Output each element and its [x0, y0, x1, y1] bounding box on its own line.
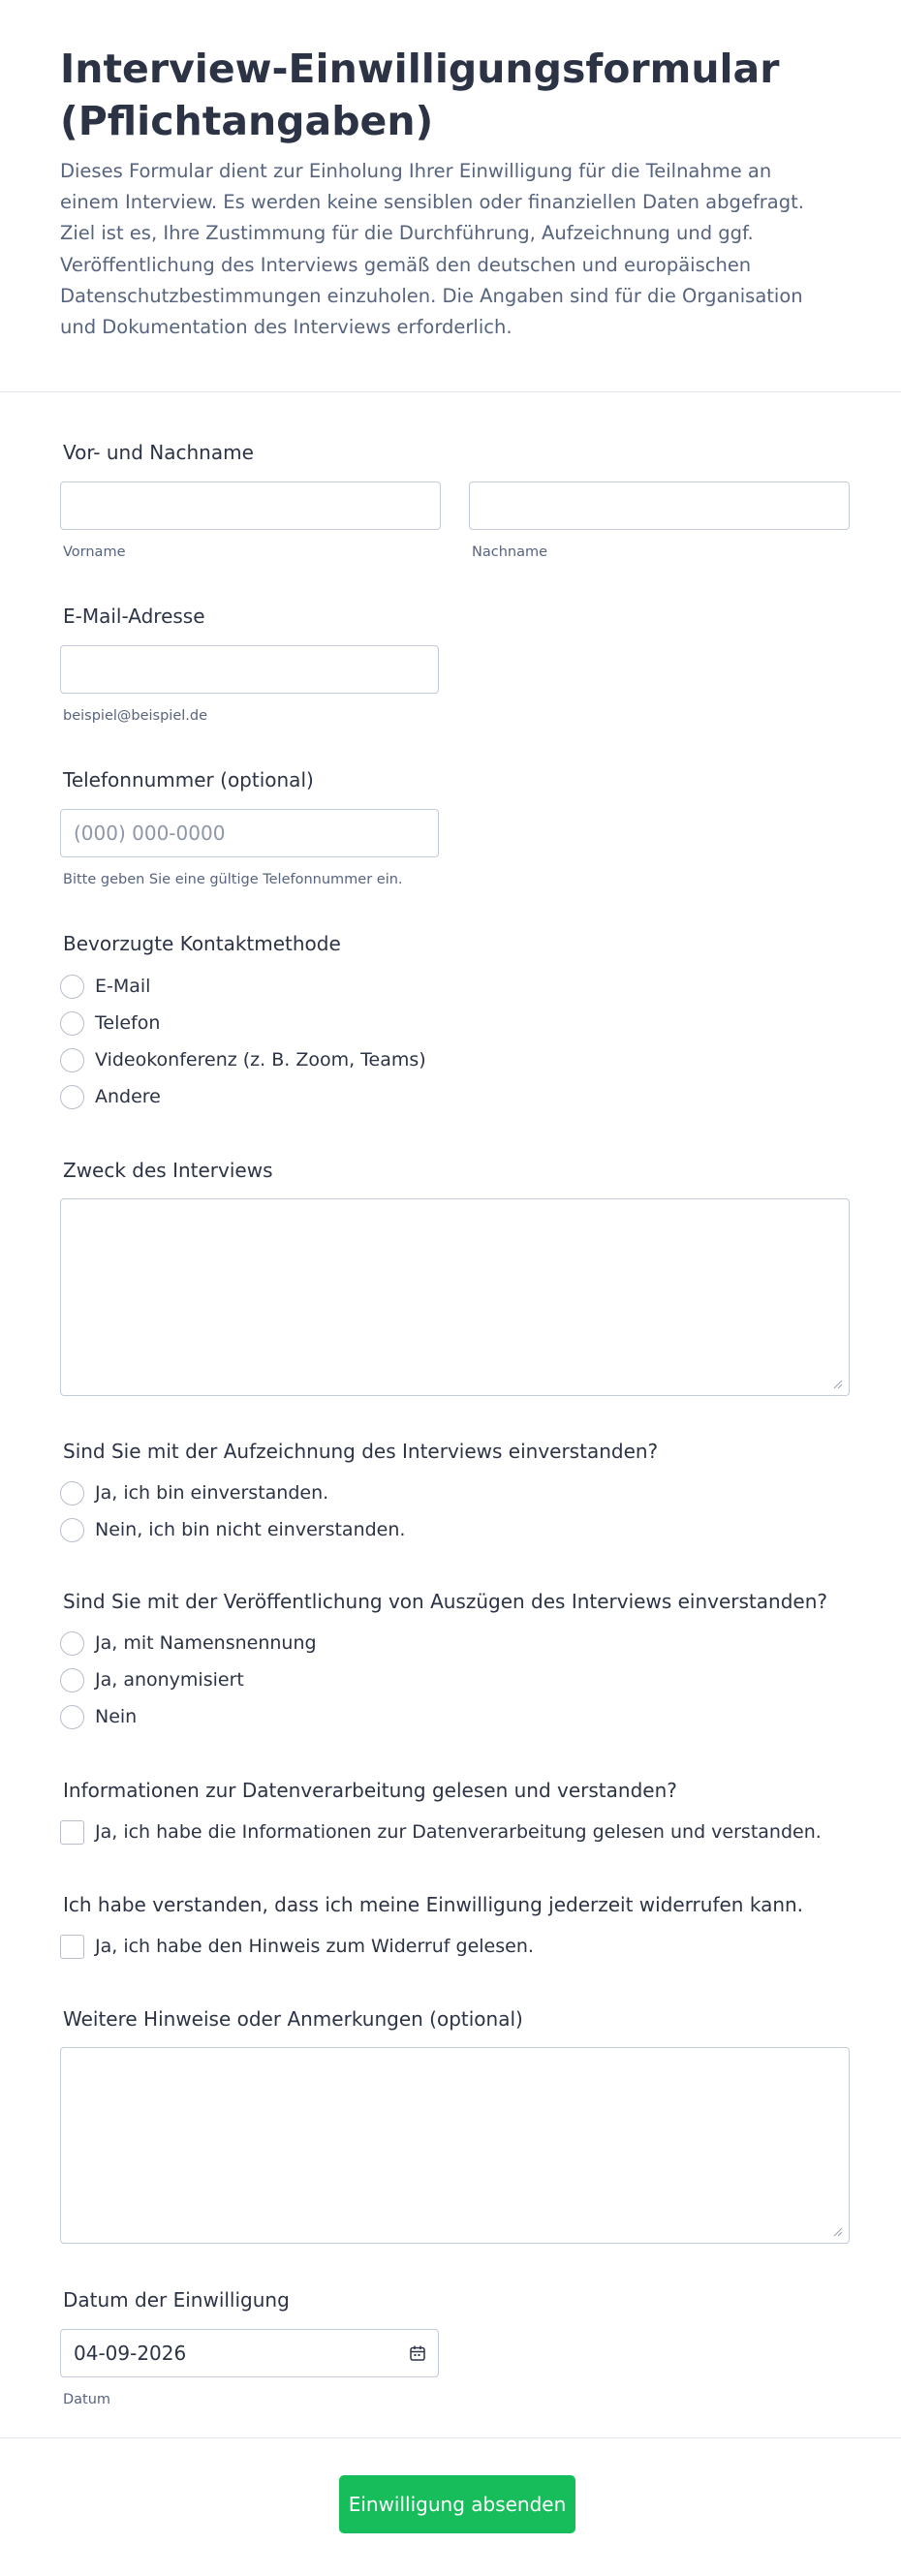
resize-grip-icon[interactable]: [833, 1380, 843, 1389]
form-description: Dieses Formular dient zur Einholung Ihrer Einwilligung für die Teilnahme an einem Interview. Es werden keine sensiblen oder finanziellen Daten abgefragt. Ziel ist es, Ihre Zustimmung für die Durchführung, Aufzeichnung und ggf. Veröffentlichung des Interviews gemäß den deutschen und europäischen Datenschutzbestimmungen einzuholen. Die Angaben sind für die Organisation und Dokumentation des Interviews erforderlich.: [60, 160, 804, 339]
form-title: Interview-Einwilligungsformular (Pflichtangaben): [60, 46, 780, 144]
recording-consent-label: Sind Sie mit der Aufzeichnung des Interviews einverstanden?: [63, 1440, 659, 1463]
radio-button[interactable]: [60, 1085, 84, 1109]
radio-button[interactable]: [60, 1518, 84, 1542]
radio-button[interactable]: [60, 1011, 84, 1036]
publication-option-anonymized[interactable]: [60, 1664, 244, 1695]
recording-option-no[interactable]: [60, 1514, 405, 1545]
phone-sublabel: Bitte geben Sie eine gültige Telefonnummer ein.: [63, 872, 403, 887]
data-processing-label: Informationen zur Datenverarbeitung gelesen und verstanden?: [63, 1779, 677, 1802]
phone-label: Telefonnummer (optional): [63, 768, 314, 791]
name-label: Vor- und Nachname: [63, 441, 254, 464]
contact-option-phone[interactable]: [60, 1008, 160, 1039]
email-input[interactable]: [60, 645, 439, 694]
radio-button[interactable]: [60, 1048, 84, 1072]
checkbox[interactable]: [60, 1935, 84, 1959]
publication-option-label: Ja, anonymisiert: [95, 1669, 244, 1691]
radio-button[interactable]: [60, 1668, 84, 1692]
phone-input[interactable]: [60, 809, 439, 857]
purpose-textarea[interactable]: [60, 1198, 850, 1396]
checkbox[interactable]: [60, 1820, 84, 1845]
first-name-sublabel: Vorname: [63, 544, 126, 560]
publication-consent-label: Sind Sie mit der Veröffentlichung von Auszügen des Interviews einverstanden?: [63, 1590, 827, 1613]
contact-option-other[interactable]: [60, 1081, 161, 1112]
publication-option-named[interactable]: [60, 1628, 317, 1659]
consent-date-label: Datum der Einwilligung: [63, 2288, 290, 2312]
consent-date-field[interactable]: [60, 2329, 439, 2377]
radio-button[interactable]: [60, 1481, 84, 1505]
data-processing-checkbox-label: Ja, ich habe die Informationen zur Datenverarbeitung gelesen und verstanden.: [95, 1821, 822, 1843]
recording-option-label: Ja, ich bin einverstanden.: [95, 1482, 329, 1504]
contact-option-label: E-Mail: [95, 976, 151, 997]
radio-button[interactable]: [60, 1631, 84, 1656]
revocation-checkbox-label: Ja, ich habe den Hinweis zum Widerruf gelesen.: [95, 1936, 534, 1957]
contact-option-label: Telefon: [95, 1012, 161, 1034]
purpose-label: Zweck des Interviews: [63, 1159, 273, 1182]
contact-option-video[interactable]: [60, 1044, 426, 1075]
contact-option-email[interactable]: [60, 971, 150, 1002]
publication-option-label: Nein: [95, 1706, 138, 1727]
revocation-label: Ich habe verstanden, dass ich meine Einwilligung jederzeit widerrufen kann.: [63, 1893, 804, 1916]
contact-method-label: Bevorzugte Kontaktmethode: [63, 932, 341, 955]
recording-option-yes[interactable]: [60, 1477, 328, 1508]
publication-option-label: Ja, mit Namensnennung: [95, 1632, 317, 1654]
email-label: E-Mail-Adresse: [63, 605, 205, 628]
resize-grip-icon[interactable]: [833, 2227, 843, 2237]
first-name-input[interactable]: [60, 481, 441, 530]
contact-option-label: Andere: [95, 1086, 161, 1107]
consent-date-sublabel: Datum: [63, 2392, 111, 2407]
calendar-icon[interactable]: [409, 2344, 426, 2362]
header-divider: [0, 391, 901, 392]
radio-button[interactable]: [60, 975, 84, 999]
radio-button[interactable]: [60, 1705, 84, 1729]
consent-date-value: 04-09-2026: [74, 2342, 187, 2365]
notes-textarea[interactable]: [60, 2047, 850, 2244]
recording-option-label: Nein, ich bin nicht einverstanden.: [95, 1519, 406, 1540]
data-processing-option[interactable]: [60, 1816, 822, 1847]
submit-button[interactable]: Einwilligung absenden: [339, 2475, 575, 2533]
publication-option-no[interactable]: [60, 1701, 137, 1732]
contact-option-label: Videokonferenz (z. B. Zoom, Teams): [95, 1049, 426, 1071]
email-sublabel: beispiel@beispiel.de: [63, 708, 208, 724]
notes-label: Weitere Hinweise oder Anmerkungen (optional): [63, 2007, 523, 2031]
last-name-input[interactable]: [469, 481, 850, 530]
footer-divider: [0, 2437, 901, 2438]
revocation-option[interactable]: [60, 1931, 534, 1962]
last-name-sublabel: Nachname: [472, 544, 548, 560]
